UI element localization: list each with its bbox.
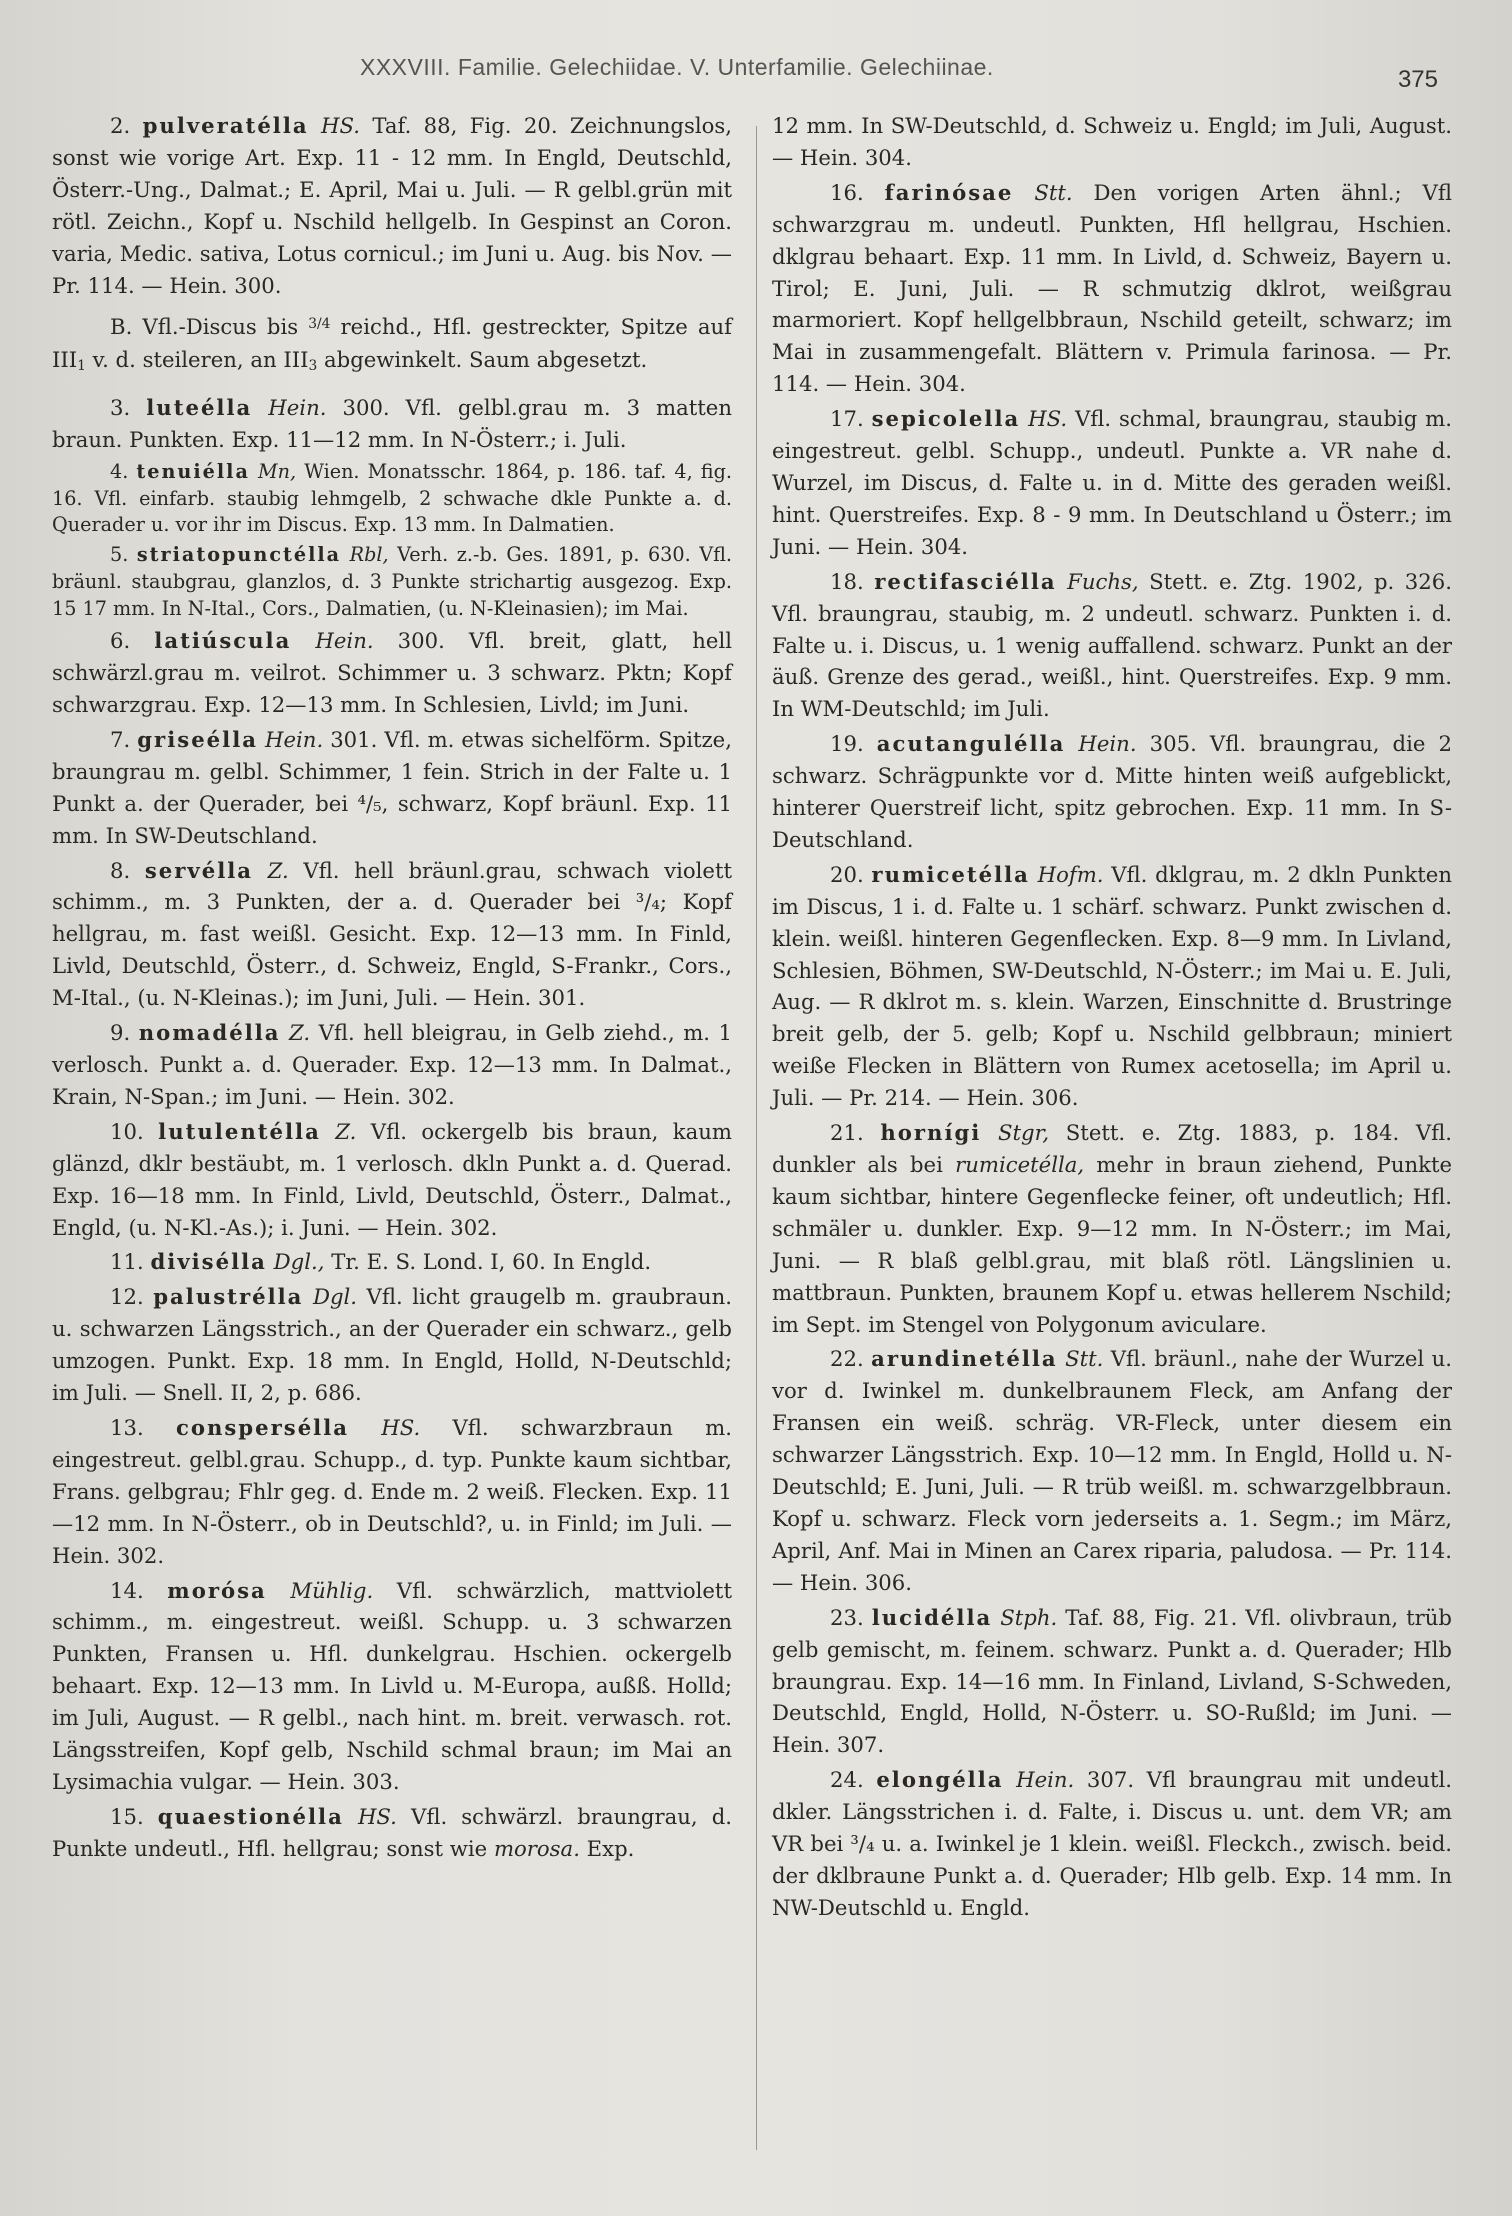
entry-text: Stett. e. Ztg. 1883, p. 184. Vfl. dunkler als bei <box>772 1120 1452 1177</box>
species-name: griseélla <box>137 726 258 752</box>
entry-text: Stett. e. Ztg. 1902, p. 326. Vfl. braungrau, staubig, m. 2 undeutl. schwarz. Punkten i. d. Falte u. i. Discus, u. 1 wenig auffallend. schwarz. Punkt an der äuß. Grenze des gerad., weißl., hint. Querstreifes. Exp. 9 mm. In WM-Deutschld; im Juli. <box>772 568 1452 722</box>
entry-text: mehr in braun ziehend, Punkte kaum sichtbar, hintere Gegenflecke feiner, oft undeutlich; Hfl. schmäler u. dunkler. Exp. 9—12 mm. In N-Österr.; im Mai, Juni. — R blaß gelbl.grau, mit blaß rötl. Längslinien u. mattbraun. Punkten, braunem Kopf u. etwas hellerem Nschild; im Sept. im Stengel von Polygonum aviculare. <box>772 1152 1453 1337</box>
species-author: Hein. <box>315 628 374 654</box>
species-author: HS. <box>1028 406 1068 432</box>
entry-number: 2. <box>110 113 131 138</box>
species-name: sepicolella <box>871 406 1021 432</box>
species-reference: rumicetélla, <box>955 1152 1085 1177</box>
species-name: hornígi <box>880 1120 982 1146</box>
species-name: lutulentélla <box>158 1118 321 1144</box>
entry-number: 12. <box>110 1284 144 1310</box>
running-title: XXXVIII. Familie. Gelechiidae. V. Unterfamilie. Gelechiinae. <box>360 54 994 80</box>
species-author: Mn, <box>257 460 297 483</box>
entry-number: 19. <box>830 731 864 757</box>
entry-text: Exp. <box>579 1835 635 1861</box>
section-heading <box>52 309 732 382</box>
entry-text: Taf. 88, Fig. 20. Zeichnungslos, sonst wie vorige Art. Exp. 11 - 12 mm. In Engld, Deutschld, Österr.-Ung., Dalmat.; E. April, Mai u. Juli. — R gelbl.grün mit rötl. Zeichn., Kopf u. Nschild hellgelb. In Gespinst an Coron. varia, Medic. sativa, Lotus cornicul.; im Juni u. Aug. bis Nov. — Pr. 114. — Hein. 300. <box>52 113 732 298</box>
species-reference: morosa. <box>493 1835 580 1861</box>
entry-text: Vfl. bräunl., nahe der Wurzel u. vor d. Iwinkel m. dunkelbraunem Fleck, am Anfang der Fransen ein weiß. schräg. VR-Fleck, unter diesem ein schwarzer Längsstrich. Exp. 10—12 mm. In Engld, Holld u. N-Deutschld; E. Juni, Juli. — R trüb weißl. m. schwarzgelbbraun. Kopf u. schwarz. Fleck vorn jederseits a. 1. Segm.; im März, April, Anf. Mai in Minen an Carex riparia, paludosa. — Pr. 114. — Hein. 306. <box>772 1346 1452 1595</box>
entry-text: Vfl. schwarzbraun m. eingestreut. gelbl.grau. Schupp., d. typ. Punkte kaum sichtbar, Frans. gelbgrau; Fhlr geg. d. Ende m. 2 weiß. Flecken. Exp. 11—12 mm. In N-Österr., ob in Deutschld?, u. in Finld; im Juli. — Hein. 302. <box>52 1414 732 1568</box>
entry-text: Vfl. schwärzlich, mattviolett schimm., m. eingestreut. weißl. Schupp. u. 3 schwarzen Punkten, Fransen u. Hfl. dunkelgrau. Hschien. ockergelb behaart. Exp. 12—13 mm. In Livld u. M-Europa, außß. Holld; im Juli, August. — R gelbl., nach hint. m. breit. verwasch. rot. Längsstreifen, Kopf gelb, Nschild schmal braun; im Mai an Lysimachia vulgar. — Hein. 303. <box>52 1577 732 1794</box>
entry-text: Vfl. licht graugelb m. graubraun. u. schwarzen Längsstrich., an der Querader ein schwarz., gelb umzogen. Punkt. Exp. 18 mm. In Engld, Holld, N-Deutschld; im Juli. — Snell. II, 2, p. 686. <box>52 1284 732 1406</box>
entry-number: 21. <box>830 1120 864 1146</box>
entry-text: Tr. E. S. Lond. I, 60. In Engld. <box>331 1249 652 1275</box>
species-name: farinósae <box>884 179 1014 205</box>
entry-text: Vfl. ockergelb bis braun, kaum glänzd, dklr bestäubt, m. 1 verlosch. dkln Punkt a. d. Querad. Exp. 16—18 mm. In Finld, Livld, Deutschld, Österr., Dalmat., Engld, (u. N-Kl.-As.); i. Juni. — Hein. 302. <box>52 1118 732 1240</box>
species-name: striatopunctélla <box>136 543 342 567</box>
species-entry <box>52 855 732 1015</box>
species-name: rectifasciélla <box>874 568 1057 594</box>
species-name: acutangulélla <box>876 731 1066 757</box>
entry-number: 3. <box>110 395 131 421</box>
entry-number: 9. <box>110 1020 131 1046</box>
species-name: morósa <box>167 1577 267 1603</box>
section-text-part: v. d. steileren, an III <box>85 346 309 372</box>
entry-number: 10. <box>110 1118 144 1144</box>
species-name: quaestionélla <box>157 1803 344 1829</box>
entry-number: 20. <box>830 861 864 887</box>
entry-number: 17. <box>830 406 864 432</box>
entry-text: 307. Vfl braungrau mit undeutl. dkler. Längsstrichen i. d. Falte, i. Discus u. unt. dem VR; am VR bei ³/₄ u. a. Iwinkel je 1 klein. weißl. Fleckch., zwisch. beid. der dklbraune Punkt a. d. Querader; Hlb gelb. Exp. 14 mm. In NW-Deutschld u. Engld. <box>772 1767 1452 1920</box>
species-entry <box>52 1116 732 1244</box>
species-name: conspersélla <box>175 1414 349 1440</box>
entry-text: Verh. z.-b. Ges. 1891, p. 630. Vfl. bräunl. staubgrau, glanzlos, d. 3 Punkte strichartig ausgezog. Exp. 15 17 mm. In N-Ital., Cors., Dalmatien, (u. N-Kleinasien); im Mai. <box>52 543 732 620</box>
entry-text: Vfl. hell bräunl.grau, schwach violett schimm., m. 3 Punkten, der a. d. Querader bei ³/₄; Kopf hellgrau, m. fast weißl. Gesicht. Exp. 12—13 mm. In Finld, Livld, Deutschld, Österr., d. Schweiz, Engld, S-Frankr., Cors., M-Ital., (u. N-Kleinas.); im Juni, Juli. — Hein. 301. <box>52 857 732 1011</box>
species-author: Mühlig. <box>290 1577 374 1603</box>
species-name: palustrélla <box>153 1284 304 1310</box>
species-entry <box>52 542 732 622</box>
entry-number: 23. <box>830 1604 864 1630</box>
species-name: latiúscula <box>154 628 292 654</box>
species-entry <box>52 392 732 456</box>
species-author: HS. <box>357 1803 397 1829</box>
species-author: Hein. <box>1078 731 1137 757</box>
species-author: Stt. <box>1065 1346 1104 1372</box>
entry-number: 6. <box>110 628 131 654</box>
entry-number: 16. <box>830 179 864 205</box>
section-subscript: 1 <box>77 357 86 374</box>
species-entry <box>772 177 1452 400</box>
entry-text: 301. Vfl. m. etwas sichelförm. Spitze, braungrau m. gelbl. Schimmer, 1 fein. Strich in der Falte u. 1 Punkt a. der Querader, bei ⁴/₅, schwarz, Kopf bräunl. Exp. 11 mm. In SW-Deutschland. <box>52 726 732 848</box>
species-author: Z. <box>335 1118 357 1144</box>
entry-text: Vfl. dklgrau, m. 2 dkln Punkten im Discus, 1 i. d. Falte u. 1 schärf. schwarz. Punkt zwischen d. klein. weißl. hinteren Gegenflecken. Exp. 8—9 mm. In Livland, Schlesien, Böhmen, SW-Deutschld, N-Österr.; im Mai u. E. Juli, Aug. — R dklrot m. s. klein. Warzen, Einschnitte d. Brustringe breit gelb, der 5. gelb; Kopf u. Nschild gelbbraun; miniert weiße Flecken in Blättern von Rumex acetosella; im April u. Juli. — Pr. 214. — Hein. 306. <box>772 861 1452 1111</box>
left-column <box>52 110 732 1868</box>
entry-number: 5. <box>110 543 129 567</box>
species-author: Hein. <box>265 726 324 752</box>
species-author: Dgl., <box>273 1249 325 1275</box>
species-entry <box>772 1117 1452 1340</box>
species-name: servélla <box>144 857 254 883</box>
entry-text: 305. Vfl. braungrau, die 2 schwarz. Schrägpunkte vor d. Mitte hinten weiß aufgeblickt, hinterer Querstreif licht, spitz gebrochen. Exp. 11 mm. In S-Deutschland. <box>772 731 1452 852</box>
entry-text: 300. Vfl. breit, glatt, hell schwärzl.grau m. veilrot. Schimmer u. 3 schwarz. Pktn; Kopf schwarzgrau. Exp. 12—13 mm. In Schlesien, Livld; im Juni. <box>52 628 732 718</box>
entry-number: 8. <box>110 857 131 883</box>
species-name: arundinetélla <box>871 1346 1058 1372</box>
species-author: HS. <box>321 113 360 138</box>
entry-text: Taf. 88, Fig. 21. Vfl. olivbraun, trüb gelb gemischt, m. feinem. schwarz. Punkt a. d. Querader; Hlb braungrau. Exp. 14—16 mm. In Finland, Livland, S-Schweden, Deutschld, Engld, Holld, N-Österr. u. SO-Rußld; im Juni. — Hein. 307. <box>772 1604 1452 1758</box>
species-entry <box>52 1281 732 1409</box>
species-entry <box>52 1017 732 1113</box>
species-author: Hein. <box>1016 1767 1075 1793</box>
species-entry <box>52 724 732 852</box>
species-entry <box>772 1343 1452 1598</box>
page-header <box>0 46 1512 100</box>
species-entry <box>772 566 1452 726</box>
entry-number: 4. <box>110 460 129 483</box>
entry-number: 22. <box>830 1346 864 1372</box>
entry-number: 11. <box>110 1249 144 1275</box>
entry-text: Wien. Monatsschr. 1864, p. 186. taf. 4, fig. 16. Vfl. einfarb. staubig lehmgelb, 2 schwache dkle Punkte a. d. Querader u. vor ihr im Discus. Exp. 13 mm. In Dalmatien. <box>52 460 732 537</box>
entry-text: Vfl. schmal, braungrau, staubig m. eingestreut. gelbl. Schupp., undeutl. Punkte a. VR nahe d. Wurzel, im Discus, d. Falte u. in d. Mitte des geraden weißl. hint. Querstreifes. Exp. 8 - 9 mm. In Deutschland u Österr.; im Juni. — Hein. 304. <box>772 406 1452 559</box>
species-entry <box>772 1764 1452 1924</box>
page-number: 375 <box>1397 66 1438 93</box>
species-entry <box>772 403 1452 563</box>
species-name: luteélla <box>146 395 253 421</box>
species-author: HS. <box>381 1414 421 1440</box>
species-author: Hein. <box>268 395 327 421</box>
right-column <box>772 110 1452 1927</box>
species-author: Stph. <box>1000 1604 1058 1630</box>
column-divider <box>756 126 757 2150</box>
entry-text: Den vorigen Arten ähnl.; Vfl schwarzgrau m. undeutl. Punkten, Hfl hellgrau, Hschien. dklgrau behaart. Exp. 11 mm. In Livld, d. Schweiz, Bayern u. Tirol; E. Juni, Juli. — R schmutzig dklrot, weißgrau marmoriert. Kopf hellgelbbraun, Nschild geteilt, schwarz; im Mai in zusammengefalt. Blättern v. Primula farinosa. — Pr. 114. — Hein. 304. <box>772 179 1452 397</box>
species-entry <box>52 1801 732 1865</box>
section-text-part: abgewinkelt. Saum abgesetzt. <box>317 346 648 372</box>
entry-text: Vfl. schwärzl. braungrau, d. Punkte undeutl., Hfl. hellgrau; sonst wie <box>52 1803 732 1861</box>
species-entry <box>52 1412 732 1572</box>
species-name: pulveratélla <box>142 113 309 138</box>
entry-number: 24. <box>830 1767 864 1793</box>
section-subscript: 3 <box>308 357 318 374</box>
section-text-part: reichd., Hfl. gestreckter, Spitze auf III <box>52 314 732 372</box>
species-author: Rbl, <box>349 543 389 567</box>
species-name: nomadélla <box>138 1020 281 1046</box>
species-name: tenuiélla <box>136 460 250 483</box>
entry-number: 14. <box>110 1577 144 1603</box>
species-entry <box>52 625 732 721</box>
species-author: Z. <box>267 857 289 883</box>
entry-number: 18. <box>830 568 864 594</box>
species-author: Stgr, <box>998 1120 1050 1146</box>
species-name: lucidélla <box>871 1604 993 1630</box>
species-name: rumicetélla <box>871 861 1030 887</box>
species-entry <box>52 110 732 301</box>
species-name: elongélla <box>876 1767 1004 1793</box>
species-entry <box>52 459 732 539</box>
species-author: Dgl. <box>312 1284 358 1310</box>
entry-number: 15. <box>110 1803 144 1829</box>
species-entry <box>52 1246 732 1278</box>
species-entry <box>772 728 1452 856</box>
entry-number: 7. <box>110 726 131 752</box>
species-author: Z. <box>289 1020 311 1046</box>
species-author: Stt. <box>1034 179 1073 205</box>
species-author: Fuchs, <box>1067 568 1139 594</box>
section-text-part: B. Vfl.-Discus bis <box>110 314 309 340</box>
entry-continuation: 12 mm. In SW-Deutschld, d. Schweiz u. Engld; im Juli, August. — Hein. 304. <box>772 113 1452 170</box>
species-author: Hofm. <box>1037 861 1104 887</box>
entry-number: 13. <box>110 1414 144 1440</box>
entry-text: 300. Vfl. gelbl.grau m. 3 matten braun. Punkten. Exp. 11—12 mm. In N-Österr.; i. Juli. <box>52 395 732 453</box>
entry-text: Vfl. hell bleigrau, in Gelb ziehd., m. 1 verlosch. Punkt a. d. Querader. Exp. 12—13 mm. In Dalmat., Krain, N-Span.; im Juni. — Hein. 302. <box>52 1020 732 1109</box>
section-fraction: 3/4 <box>308 316 331 333</box>
species-entry <box>772 1602 1452 1762</box>
species-entry <box>52 1575 732 1798</box>
species-entry <box>772 859 1452 1114</box>
species-name: divisélla <box>150 1249 267 1275</box>
